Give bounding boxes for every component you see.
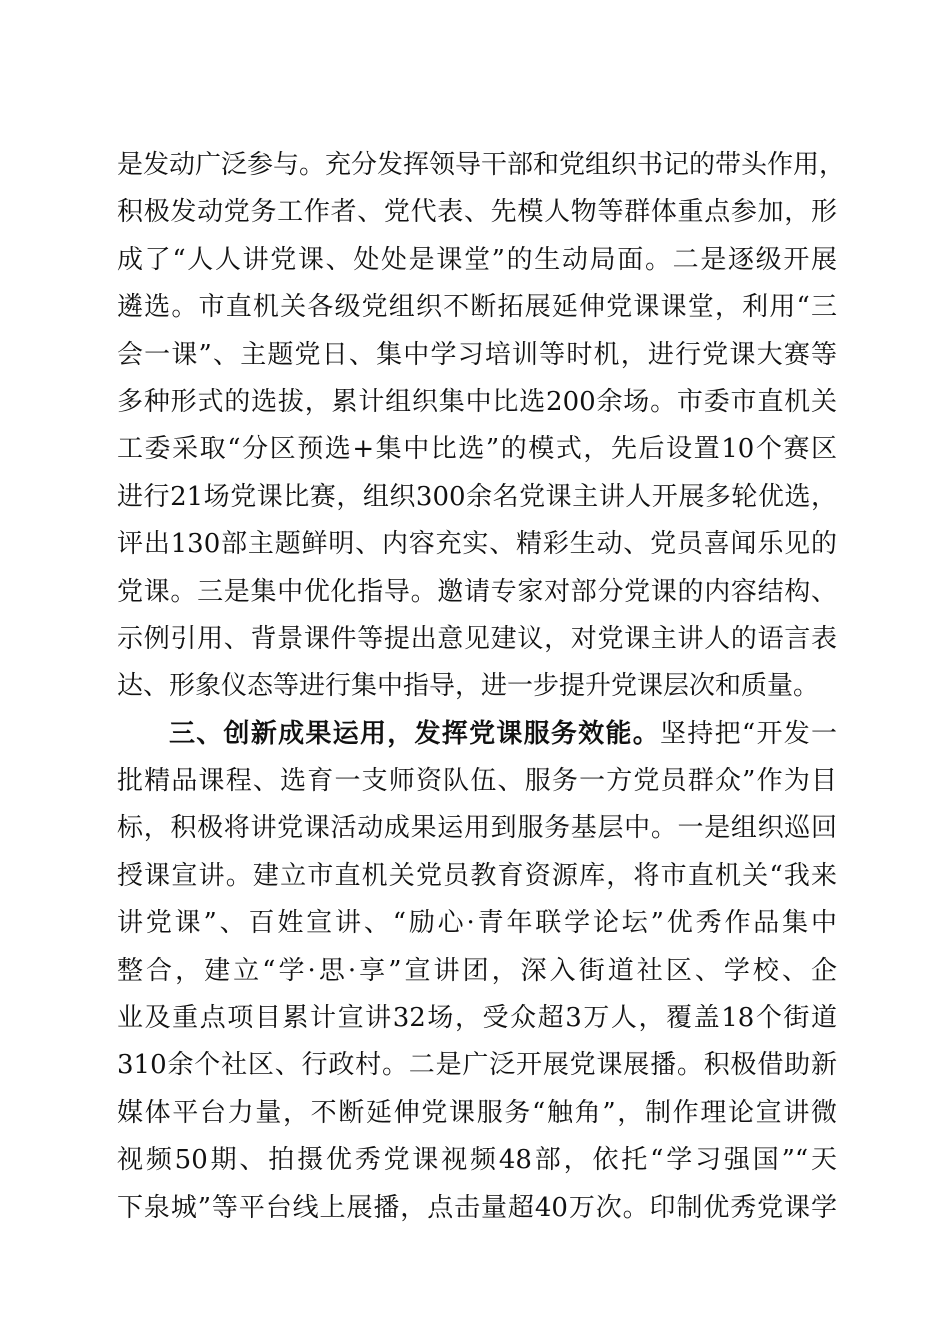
document-body [117,142,846,1232]
text-line: 达、形象仪态等进行集中指导，进一步提升党课层次和质量。 [117,671,820,702]
text-line: 批精品课程、选育一支师资队伍、服务一方党员群众”作为目 [117,766,837,797]
text-line: 示例引用、背景课件等提出意见建议，对党课主讲人的语言表 [117,623,837,654]
text-line: 党课。三是集中优化指导。邀请专家对部分党课的内容结构、 [117,576,837,607]
text-line: 遴选。市直机关各级党组织不断拓展延伸党课课堂，利用“三 [117,292,837,323]
text-line: 会一课”、主题党日、集中学习培训等时机，进行党课大赛等 [117,339,837,370]
text-line: 成了“人人讲党课、处处是课堂”的生动局面。二是逐级开展 [117,244,837,275]
text-line: 媒体平台力量，不断延伸党课服务“触角”，制作理论宣讲微 [117,1097,837,1128]
paragraph-participation [117,142,846,711]
text-line: 讲党课”、百姓宣讲、“励心·青年联学论坛”优秀作品集中 [117,908,837,939]
text-line: 业及重点项目累计宣讲32场，受众超3万人，覆盖18个街道 [117,1003,837,1034]
text-line: 整合，建立“学·思·享”宣讲团，深入街道社区、学校、企 [117,955,837,986]
text-line: 310余个社区、行政村。二是广泛开展党课展播。积极借助新 [117,1050,837,1081]
text-line: 多种形式的选拔，累计组织集中比选200余场。市委市直机关 [117,386,837,417]
text-line: 进行21场党课比赛，组织300余名党课主讲人开展多轮优选， [117,481,837,512]
text-line: 积极发动党务工作者、党代表、先模人物等群体重点参加，形 [117,197,837,228]
heading-line-rest: 坚持把“开发一 [660,718,837,749]
text-line: 视频50期、拍摄优秀党课视频48部，依托“学习强国”“天 [117,1145,837,1176]
text-line: 工委采取“分区预选+集中比选”的模式，先后设置10个赛区 [117,434,837,465]
text-line: 标，积极将讲党课活动成果运用到服务基层中。一是组织巡回 [117,813,837,844]
text-line: 授课宣讲。建立市直机关党员教育资源库，将市直机关“我来 [117,860,837,891]
text-line: 下泉城”等平台线上展播，点击量超40万次。印制优秀党课学 [117,1192,837,1223]
text-line: 评出130部主题鲜明、内容充实、精彩生动、党员喜闻乐见的 [117,529,837,560]
text-line: 是发动广泛参与。充分发挥领导干部和党组织书记的带头作用， [117,150,846,180]
section-heading: 三、创新成果运用，发挥党课服务效能。 [169,718,661,749]
text-line-with-heading [117,711,837,758]
paragraph-achievement-application [117,711,837,1232]
